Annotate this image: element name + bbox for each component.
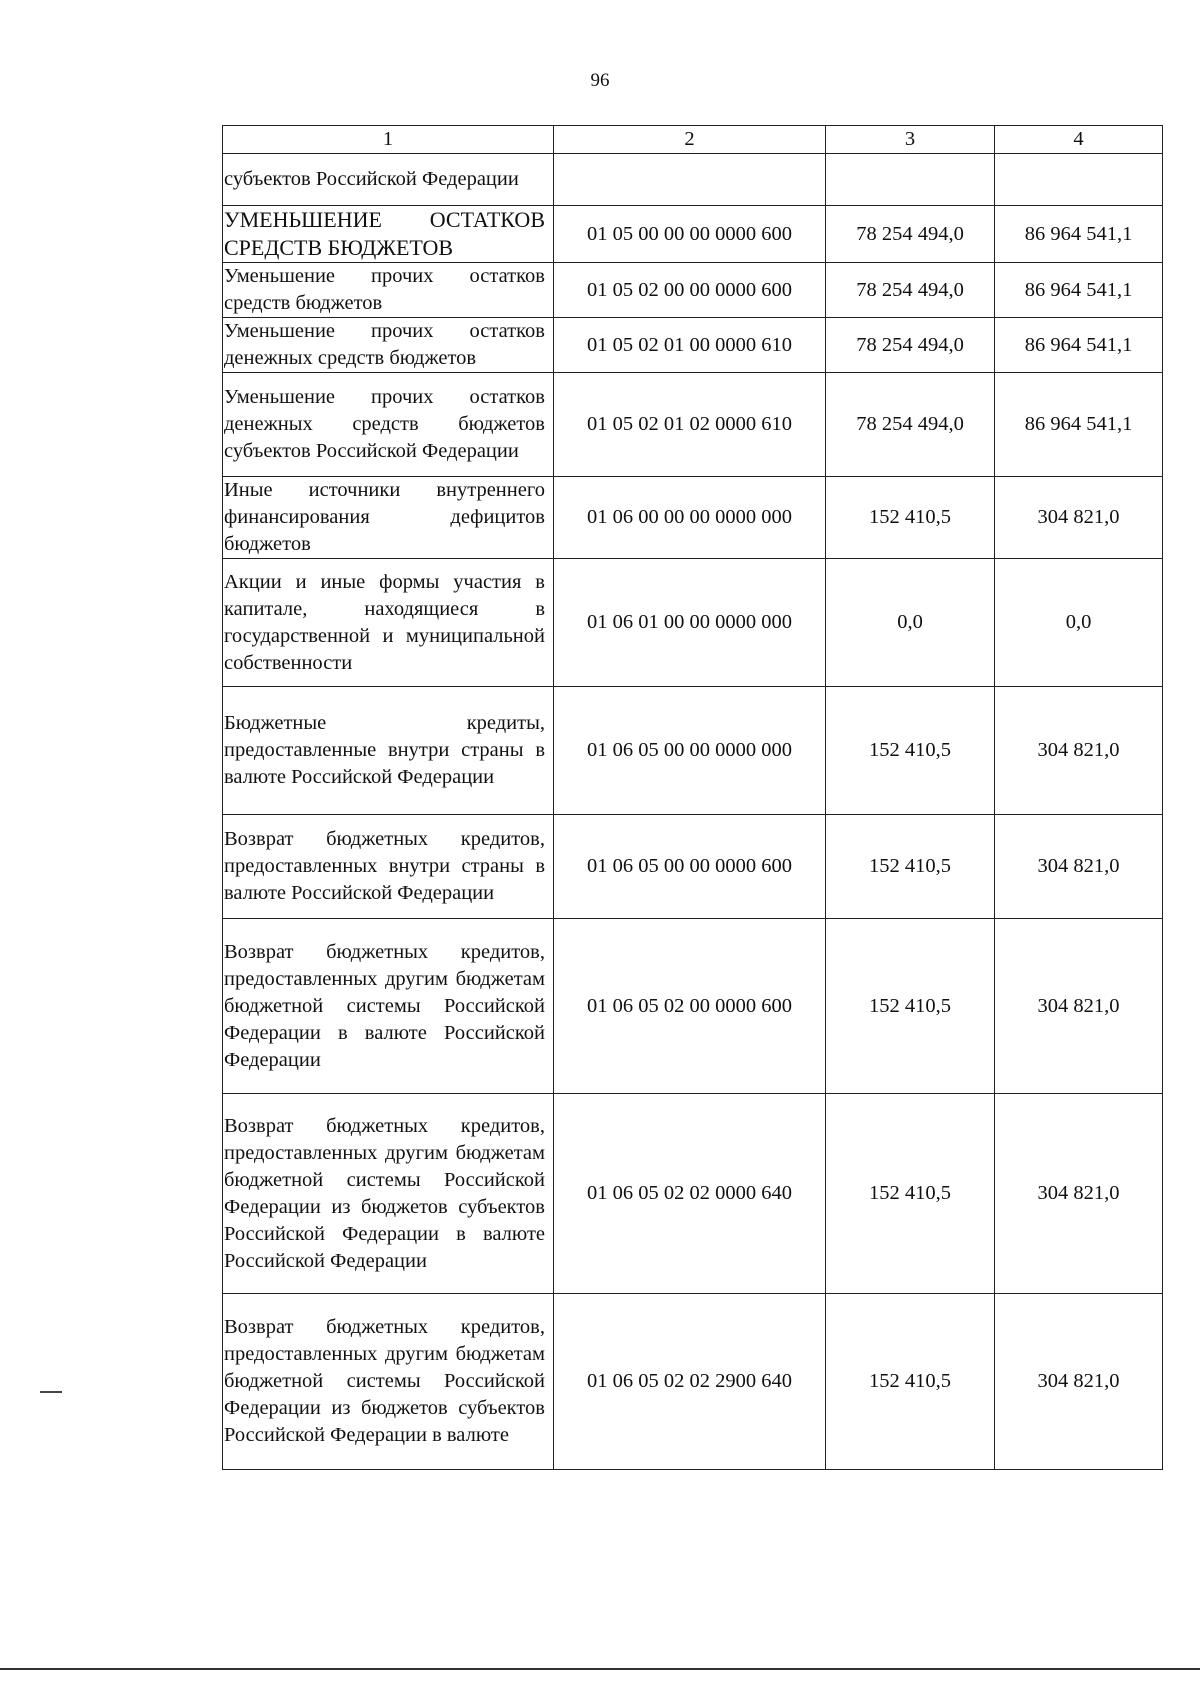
row-value-col4-cell: 304 821,0: [995, 815, 1163, 919]
row-value-col3-cell: 78 254 494,0: [826, 318, 995, 373]
row-name-cell: УМЕНЬШЕНИЕ ОСТАТКОВ СРЕДСТВ БЮДЖЕТОВ: [223, 206, 554, 263]
row-value-col3-cell: 78 254 494,0: [826, 373, 995, 477]
row-code-cell: [554, 154, 826, 206]
row-value-col4-cell: 304 821,0: [995, 919, 1163, 1094]
row-value-col4-cell: 86 964 541,1: [995, 373, 1163, 477]
row-code-cell: 01 06 05 02 02 2900 640: [554, 1294, 826, 1470]
row-value-col4-cell: 86 964 541,1: [995, 318, 1163, 373]
row-value-col3-cell: 0,0: [826, 559, 995, 687]
table-row: [223, 318, 1163, 373]
margin-dash: [40, 1391, 62, 1393]
row-value-col4-cell: 304 821,0: [995, 1294, 1163, 1470]
table-row: [223, 477, 1163, 559]
row-value-col4-cell: 304 821,0: [995, 1094, 1163, 1294]
table-row: [223, 919, 1163, 1094]
column-header-1: 1: [223, 126, 554, 154]
row-value-col3-cell: 152 410,5: [826, 919, 995, 1094]
row-value-col3-cell: [826, 154, 995, 206]
row-value-col4-cell: 0,0: [995, 559, 1163, 687]
table-row: [223, 154, 1163, 206]
row-name-cell: Акции и иные формы участия в капитале, находящиеся в государственной и муниципальной собственности: [223, 559, 554, 687]
bottom-rule: [0, 1668, 1200, 1670]
row-code-cell: 01 06 00 00 00 0000 000: [554, 477, 826, 559]
row-name-cell: Возврат бюджетных кредитов, предоставленных другим бюджетам бюджетной системы Российской Федерации из бюджетов субъектов Российской Федерации в валюте: [223, 1294, 554, 1470]
row-code-cell: 01 05 02 00 00 0000 600: [554, 263, 826, 318]
column-header-4: 4: [995, 126, 1163, 154]
row-value-col4-cell: 304 821,0: [995, 477, 1163, 559]
row-value-col4-cell: 86 964 541,1: [995, 263, 1163, 318]
table-header-row: [223, 126, 1163, 154]
row-code-cell: 01 05 02 01 02 0000 610: [554, 373, 826, 477]
row-code-cell: 01 05 00 00 00 0000 600: [554, 206, 826, 263]
row-name-cell: Уменьшение прочих остатков денежных средств бюджетов: [223, 318, 554, 373]
table-row: [223, 206, 1163, 263]
page-number: 96: [590, 70, 610, 91]
table-row: [223, 373, 1163, 477]
row-value-col3-cell: 152 410,5: [826, 687, 995, 815]
table-row: [223, 559, 1163, 687]
row-name-cell: Иные источники внутреннего финансирования дефицитов бюджетов: [223, 477, 554, 559]
row-value-col3-cell: 152 410,5: [826, 1094, 995, 1294]
row-code-cell: 01 06 05 00 00 0000 600: [554, 815, 826, 919]
row-value-col4-cell: [995, 154, 1163, 206]
column-header-3: 3: [826, 126, 995, 154]
row-code-cell: 01 06 05 02 02 0000 640: [554, 1094, 826, 1294]
row-name-cell: Возврат бюджетных кредитов, предоставленных другим бюджетам бюджетной системы Российской Федерации из бюджетов субъектов Российской Федерации в валюте Российской Федерации: [223, 1094, 554, 1294]
table-row: [223, 687, 1163, 815]
column-header-2: 2: [554, 126, 826, 154]
table-row: [223, 1094, 1163, 1294]
budget-sources-table: [222, 125, 1163, 1470]
row-code-cell: 01 06 05 00 00 0000 000: [554, 687, 826, 815]
table-row: [223, 815, 1163, 919]
table-row: [223, 263, 1163, 318]
row-value-col4-cell: 304 821,0: [995, 687, 1163, 815]
table-row: [223, 1294, 1163, 1470]
row-value-col3-cell: 152 410,5: [826, 1294, 995, 1470]
row-value-col3-cell: 152 410,5: [826, 477, 995, 559]
row-code-cell: 01 06 01 00 00 0000 000: [554, 559, 826, 687]
row-name-cell: Возврат бюджетных кредитов, предоставленных внутри страны в валюте Российской Федерации: [223, 815, 554, 919]
row-value-col4-cell: 86 964 541,1: [995, 206, 1163, 263]
row-name-cell: Уменьшение прочих остатков средств бюджетов: [223, 263, 554, 318]
row-value-col3-cell: 78 254 494,0: [826, 206, 995, 263]
row-name-cell: Бюджетные кредиты, предоставленные внутри страны в валюте Российской Федерации: [223, 687, 554, 815]
row-value-col3-cell: 152 410,5: [826, 815, 995, 919]
row-name-cell: субъектов Российской Федерации: [223, 154, 554, 206]
row-value-col3-cell: 78 254 494,0: [826, 263, 995, 318]
row-code-cell: 01 06 05 02 00 0000 600: [554, 919, 826, 1094]
row-code-cell: 01 05 02 01 00 0000 610: [554, 318, 826, 373]
row-name-cell: Уменьшение прочих остатков денежных средств бюджетов субъектов Российской Федерации: [223, 373, 554, 477]
row-name-cell: Возврат бюджетных кредитов, предоставленных другим бюджетам бюджетной системы Российской Федерации в валюте Российской Федерации: [223, 919, 554, 1094]
